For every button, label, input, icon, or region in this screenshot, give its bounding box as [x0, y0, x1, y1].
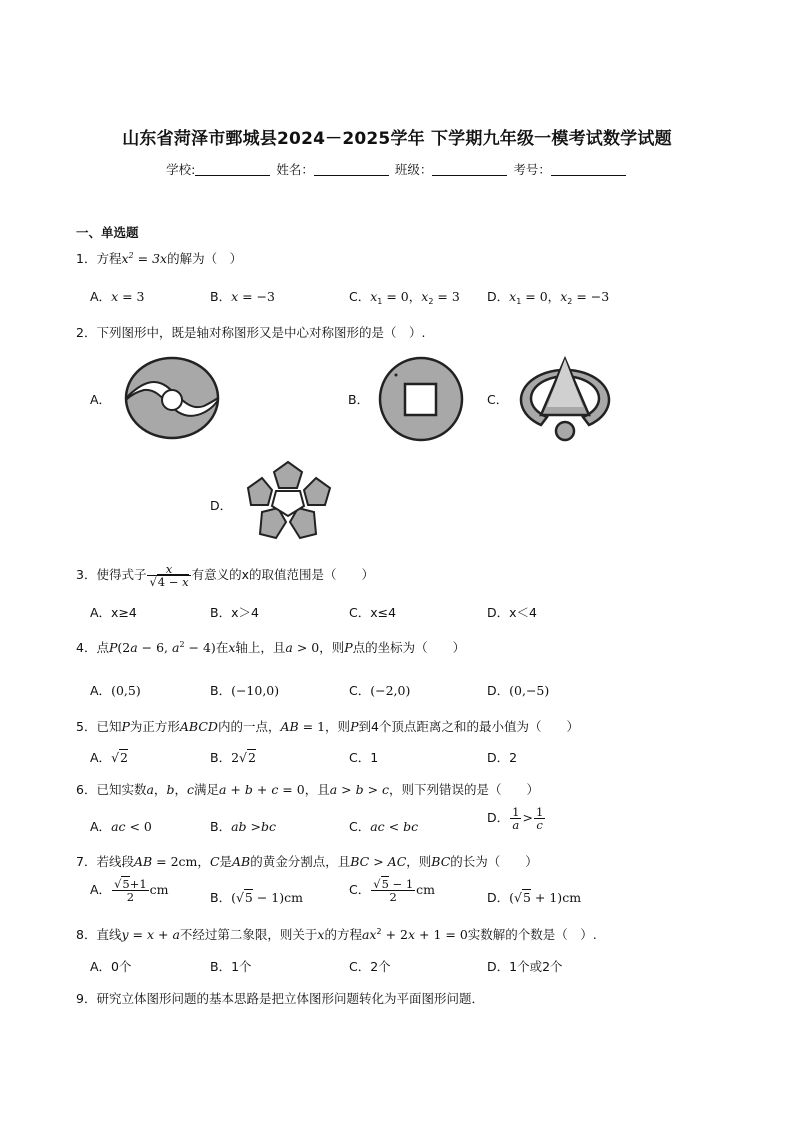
- q6-text-mid1: 满足: [193, 782, 219, 797]
- q1-option-d-letter: D．: [487, 289, 510, 304]
- class-blank[interactable]: [432, 162, 507, 176]
- q6-option-b-letter: B．: [210, 819, 232, 834]
- q3-text-post: 有意义的x的取值范围是（ ）: [191, 567, 374, 583]
- q2-option-c-letter[interactable]: C．: [487, 392, 509, 407]
- q3-option-b[interactable]: B．x＞4: [210, 605, 259, 620]
- q7-option-b[interactable]: B．(√5 − 1)cm: [210, 890, 303, 905]
- q7-text-mid2: 是: [219, 854, 233, 869]
- q5-option-b[interactable]: B．2√2: [210, 750, 256, 765]
- q1-option-b-letter: B．: [210, 289, 232, 304]
- q7-option-c[interactable]: C． $\frac{√5 - 1}{2}$ cm: [349, 877, 436, 905]
- q7-option-c-letter: C．: [349, 882, 371, 898]
- q5-option-a[interactable]: A．√2: [90, 750, 128, 765]
- q2-option-d-letter[interactable]: D．: [210, 498, 233, 513]
- q3-option-a[interactable]: A．x≥4: [90, 605, 137, 620]
- q5-text-pre: 已知: [96, 719, 122, 734]
- q3-number: 3．: [76, 567, 97, 583]
- q6-option-a[interactable]: A．ac < 0: [90, 819, 152, 834]
- question-1: [76, 249, 242, 267]
- q8-text-mid1: 不经过第二象限，则关于: [179, 927, 318, 942]
- name-label: 姓名：: [276, 162, 314, 177]
- question-3: [76, 563, 374, 588]
- question-2: 2．下列图形中，既是轴对称图形又是中心对称图形的是（ ）.: [76, 325, 426, 340]
- q6-option-d[interactable]: D． $\frac{1}{a}$ > $\frac{1}{c}$: [487, 805, 544, 833]
- q2-figure-b-coin: [376, 355, 466, 443]
- q8-text-post: 实数解的个数是（ ）.: [467, 927, 597, 942]
- question-4: 4．点P(2a − 6, $a^2 - 4$)在x轴上，且a > 0，则P点的坐标为（ ）: [76, 640, 466, 655]
- q7-option-a[interactable]: A． $\frac{√5+1}{2}$ cm: [90, 877, 169, 905]
- q3-fraction: $\frac{x}{√4 - x}$: [149, 562, 189, 590]
- q1-equation: $x^2 = 3x$: [121, 251, 168, 266]
- q1-option-a[interactable]: A．x = 3: [90, 289, 145, 304]
- q7-number: 7．: [76, 854, 97, 869]
- q6-text-post: ，则下列错误的是（ ）: [389, 782, 540, 797]
- q8-option-b[interactable]: B．1个: [210, 959, 252, 974]
- q4-text-mid1: 在: [215, 640, 229, 655]
- q1-text-pre: 方程: [96, 251, 122, 266]
- q2-option-b-letter[interactable]: B．: [348, 392, 370, 407]
- q6-option-c-letter: C．: [349, 819, 371, 834]
- exam-no-label: 考号：: [513, 162, 551, 177]
- q7-option-d[interactable]: D．(√5 + 1)cm: [487, 890, 582, 905]
- q5-option-a-letter: A．: [90, 750, 112, 765]
- q3-option-d[interactable]: D．x＜4: [487, 605, 537, 620]
- q6-option-b[interactable]: B．ab >bc: [210, 819, 277, 834]
- question-6: 6．已知实数a，b，c满足a + b + c = 0，且a > b > c，则下列错误的是（ ）: [76, 782, 540, 797]
- q2-figure-c-logo: [515, 355, 615, 443]
- q4-text-mid2: 轴上，且: [235, 640, 286, 655]
- q4-option-b-letter: B．: [210, 683, 232, 698]
- q6-option-c[interactable]: C．ac < bc: [349, 819, 419, 834]
- student-info-line: [0, 160, 794, 178]
- q7-text-mid4: ，则: [406, 854, 432, 869]
- q7-text-mid1: ，: [197, 854, 210, 869]
- q1-text-post: 的解为（ ）: [167, 251, 243, 266]
- q4-text-pre: 点: [96, 640, 109, 655]
- q7-option-d-letter: D．: [487, 890, 510, 905]
- q4-text-post: 点的坐标为（ ）: [352, 640, 466, 655]
- q5-option-b-letter: B．: [210, 750, 232, 765]
- q6-option-a-letter: A．: [90, 819, 112, 834]
- class-label: 班级：: [394, 162, 433, 177]
- q8-text-mid2: 的方程: [324, 927, 362, 942]
- q5-text-mid3: ，则: [325, 719, 351, 734]
- q1-number: 1．: [76, 251, 97, 266]
- question-5: 5．已知P为正方形ABCD内的一点，AB = 1，则P到4个顶点距离之和的最小值为（ ）: [76, 719, 579, 734]
- q5-option-d[interactable]: D．2: [487, 750, 518, 765]
- question-8: 8．直线y = x + a不经过第二象限，则关于x的方程$ax^2 + 2x + 1 = 0$实数解的个数是（ ）.: [76, 927, 597, 942]
- q5-text-post: 到4个顶点距离之和的最小值为（ ）: [358, 719, 579, 734]
- exam-no-blank[interactable]: [551, 162, 626, 176]
- q8-text-pre: 直线: [96, 927, 122, 942]
- q4-option-d-letter: D．: [487, 683, 510, 698]
- q3-text-pre: 使得式子: [96, 567, 147, 583]
- q8-option-a[interactable]: A．0个: [90, 959, 132, 974]
- question-7: 7．若线段AB = 2cm，C是AB的黄金分割点，且BC > AC，则BC的长为（ ）: [76, 854, 538, 869]
- q5-text-mid1: 为正方形: [129, 719, 180, 734]
- q2-figure-d-pentagons: [240, 458, 336, 548]
- q5-text-mid2: 内的一点，: [217, 719, 281, 734]
- q7-option-a-letter: A．: [90, 882, 112, 898]
- q2-option-a-letter[interactable]: A．: [90, 392, 112, 407]
- q4-option-c[interactable]: C．(−2,0): [349, 683, 411, 698]
- q1-option-a-letter: A．: [90, 289, 112, 304]
- q3-option-c[interactable]: C．x≤4: [349, 605, 397, 620]
- page-title: 山东省菏泽市鄄城县2024－2025学年 下学期九年级一模考试数学试题: [122, 129, 672, 149]
- q7-option-b-letter: B．: [210, 890, 232, 905]
- q8-option-d[interactable]: D．1个或2个: [487, 959, 563, 974]
- q1-option-b[interactable]: B．x = −3: [210, 289, 275, 304]
- name-blank[interactable]: [314, 162, 389, 176]
- q5-number: 5．: [76, 719, 97, 734]
- q7-text-pre: 若线段: [96, 854, 134, 869]
- q6-option-d-letter: D．: [487, 810, 510, 826]
- q8-option-c[interactable]: C．2个: [349, 959, 391, 974]
- q1-option-c-letter: C．: [349, 289, 371, 304]
- q6-number: 6．: [76, 782, 97, 797]
- q4-option-b[interactable]: B．(−10,0): [210, 683, 280, 698]
- q4-text-mid3: ，则: [319, 640, 345, 655]
- q4-number: 4．: [76, 640, 97, 655]
- q4-option-a[interactable]: A．(0,5): [90, 683, 141, 698]
- q5-option-c[interactable]: C．1: [349, 750, 379, 765]
- q6-text-pre: 已知实数: [96, 782, 147, 797]
- q4-option-d[interactable]: D．(0,−5): [487, 683, 550, 698]
- section-heading: 一、单选题: [76, 225, 139, 240]
- q1-option-c[interactable]: C．$x_1 = 0$，$x_2 = 3$: [349, 289, 460, 306]
- q6-text-mid2: ，且: [304, 782, 330, 797]
- q1-option-d[interactable]: D．$x_1 = 0$，$x_2 = -3$: [487, 289, 610, 306]
- q4-option-a-letter: A．: [90, 683, 112, 698]
- school-label: 学校:: [166, 162, 196, 177]
- school-blank[interactable]: [195, 162, 270, 176]
- q4-option-c-letter: C．: [349, 683, 371, 698]
- question-9: 9．研究立体图形问题的基本思路是把立体图形问题转化为平面图形问题．: [76, 991, 484, 1006]
- q8-number: 8．: [76, 927, 97, 942]
- q7-text-post: 的长为（ ）: [450, 854, 538, 869]
- q2-figure-a-yinyang: [122, 356, 222, 440]
- q7-text-mid3: 的黄金分割点，且: [250, 854, 351, 869]
